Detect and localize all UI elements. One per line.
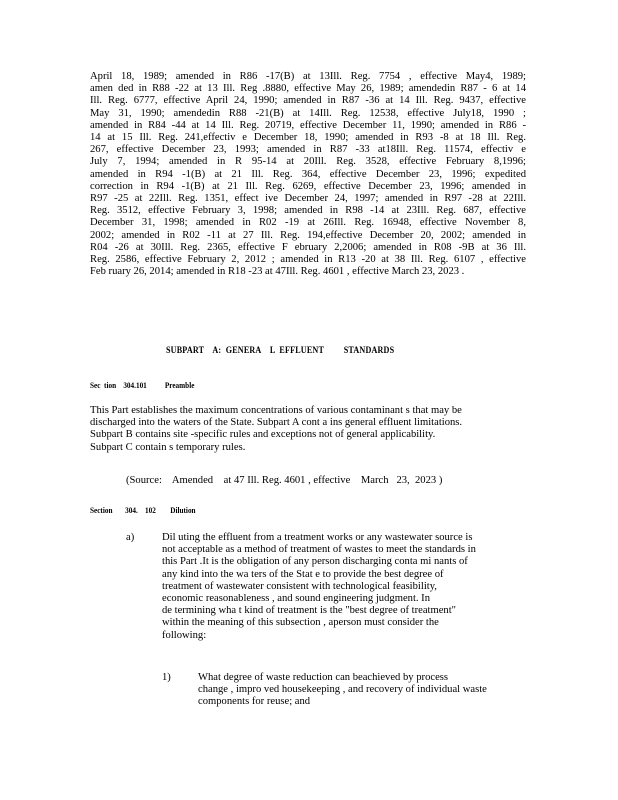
history-line: R04 -26 at 30Ill. Reg. 2365, effective F ebruary 2,2006; amended in R08 -9B at 36 Ill. (90, 241, 526, 253)
history-line: R97 -25 at 22Ill. Reg. 1351, effect ive December 24, 1997; amended in R97 -28 at 22Ill. (90, 193, 526, 205)
item-1-line: components for reuse; and (198, 696, 311, 708)
paragraph-a-line: economic reasonableness , and sound engineering judgment. In (162, 593, 431, 605)
section-101-heading: Sec tion 304.101 Preamble (90, 380, 195, 390)
history-line: 2002; amended in R02 -11 at 27 Ill. Reg. 194,effective December 20, 2002; amended in (90, 229, 526, 241)
history-line: Reg. 2586, effective February 2, 2012 ; amended in R13 -20 at 38 Ill. Reg. 6107 , effective (90, 254, 526, 266)
history-line: April 18, 1989; amended in R86 -17(B) at 13Ill. Reg. 7754 , effective May4, 1989; (90, 71, 526, 82)
section-102-heading: Section 304. 102 Dilution (90, 505, 196, 515)
history-line: amen ded in R88 -22 at 13 Ill. Reg .8880, effective May 26, 1989; amendedin R87 - 6 at 14 (90, 83, 526, 95)
history-line: May 31, 1990; amendedin R88 -21(B) at 14Ill. Reg. 12538, effective July18, 1990 ; (90, 107, 526, 119)
preamble-line: discharged into the waters of the State. Subpart A cont a ins general effluent limitations. (90, 417, 463, 429)
history-line: 14 at 15 Ill. Reg. 241,effectiv e December 18, 1990; amended in R93 -8 at 18 Ill. Reg. (90, 132, 526, 144)
paragraph-a-line: this Part .It is the obligation of any person discharging conta mi nants of (162, 556, 468, 568)
history-line: December 31, 1998; amended in R02 -19 at 26Ill. Reg. 16948, effective November 8, (90, 217, 526, 229)
item-1-line: What degree of waste reduction can beachieved by process (198, 672, 449, 683)
preamble-line: This Part establishes the maximum concentrations of various contaminant s that may be (90, 405, 462, 416)
history-line: Feb ruary 26, 2014; amended in R18 -23 at 47Ill. Reg. 4601 , effective March 23, 2023 . (90, 266, 465, 278)
paragraph-a-line: within the meaning of this subsection , aperson must consider the (162, 617, 439, 629)
paragraph-a-line: any kind into the wa ters of the Stat e to provide the best degree of (162, 568, 444, 580)
item-1-label: 1) (162, 672, 171, 683)
history-line: July 7, 1994; amended in R 95-14 at 20Ill. Reg. 3528, effective February 8,1996; (90, 156, 526, 168)
paragraph-a-line: Dil uting the effluent from a treatment works or any wastewater source is (162, 532, 473, 543)
section-101-body (90, 405, 510, 454)
paragraph-a-line: treatment of wastewater consistent with technological feasibility, (162, 580, 437, 592)
history-line: Ill. Reg. 6777, effective April 24, 1990; amended in R87 -36 at 14 Ill. Reg. 9437, effective (90, 95, 526, 107)
paragraph-a-line: following: (162, 629, 207, 641)
paragraph-a-line: de termining wha t kind of treatment is the "best degree of treatment" (162, 605, 456, 617)
paragraph-a-text (162, 532, 520, 642)
history-line: amended in R84 -44 at 14 Ill. Reg. 20719, effective December 11, 1990; amended in R86 - (90, 119, 526, 131)
history-line: 267, effective December 23, 1993; amended in R87 -33 at18Ill. Reg. 11574, effectiv e (90, 144, 526, 156)
history-line: Reg. 3512, effective February 3, 1998; amended in R98 -14 at 23Ill. Reg. 687, effective (90, 205, 526, 217)
paragraph-a-line: not acceptable as a method of treatment of wastes to meet the standards in (162, 544, 476, 556)
item-1-line: change , impro ved housekeeping , and recovery of individual waste (198, 684, 487, 696)
item-1-text (198, 672, 520, 709)
preamble-line: Subpart C contain s temporary rules. (90, 441, 246, 453)
paragraph-a-label: a) (126, 532, 135, 543)
subpart-heading: SUBPART A: GENERA L EFFLUENT STANDARDS (166, 345, 395, 355)
amendment-history (90, 71, 526, 278)
history-line: correction in R94 -1(B) at 21 Ill. Reg. 6269, effective December 23, 1996; amended in (90, 180, 526, 192)
section-101-source-note: (Source: Amended at 47 Ill. Reg. 4601 , effective March 23, 2023 ) (126, 475, 443, 486)
history-line: amended in R94 -1(B) at 21 Ill. Reg. 364, effective December 23, 1996; expedited (90, 168, 526, 180)
preamble-line: Subpart B contains site -specific rules and exceptions not of general applicability. (90, 429, 436, 441)
